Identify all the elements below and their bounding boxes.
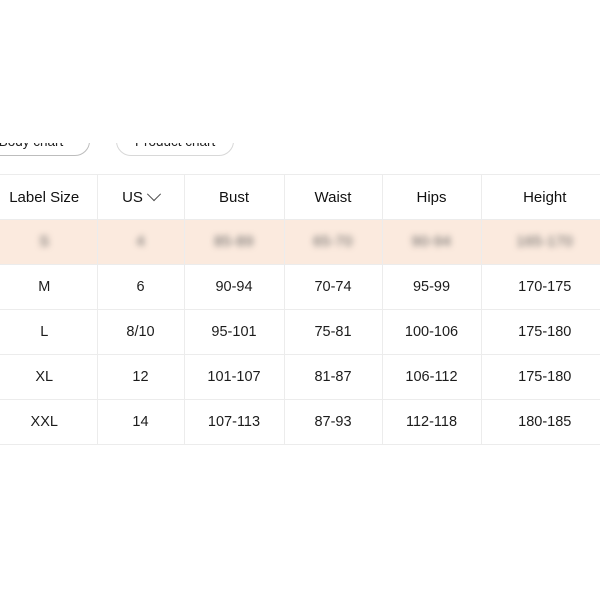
cell-value: 75-81 (314, 324, 352, 340)
cell-value: M (38, 279, 51, 295)
table-cell (184, 265, 284, 310)
cell-value: 6 (136, 279, 145, 295)
table-cell (0, 220, 97, 265)
table-cell (0, 310, 97, 355)
cell-value: 95-101 (211, 324, 257, 340)
cell-value: 106-112 (405, 369, 458, 385)
cell-value: L (40, 324, 49, 340)
table-cell (382, 265, 481, 310)
column-header-hips-text: Hips (416, 188, 447, 206)
cell-value: 90-94 (215, 279, 253, 295)
column-header-us-text: US (122, 188, 143, 206)
cell-value: 8/10 (126, 324, 155, 340)
cell-value: 12 (132, 369, 149, 385)
cell-value: 65-70 (313, 234, 353, 250)
table-cell (97, 310, 184, 355)
cell-value: 112-118 (405, 414, 458, 430)
column-header-waist (284, 175, 382, 220)
table-row[interactable] (0, 220, 600, 265)
size-chart-table (0, 174, 600, 445)
table-row[interactable] (0, 400, 600, 445)
table-body (0, 220, 600, 445)
column-header-waist-text: Waist (314, 188, 352, 206)
table-cell (284, 220, 382, 265)
table-cell (382, 310, 481, 355)
cell-value: 175-180 (518, 369, 572, 385)
table-cell (97, 265, 184, 310)
table-cell (97, 400, 184, 445)
table-row[interactable] (0, 355, 600, 400)
cell-value: XL (35, 369, 54, 385)
cell-value: 165-170 (516, 234, 574, 250)
table-cell (481, 310, 600, 355)
table-cell (382, 355, 481, 400)
cell-value: 90-94 (411, 234, 452, 250)
table-cell (184, 220, 284, 265)
column-header-us[interactable] (97, 175, 184, 220)
table-cell (184, 355, 284, 400)
table-cell (0, 355, 97, 400)
table-cell (481, 400, 600, 445)
table-cell (0, 265, 97, 310)
cell-value: 180-185 (518, 414, 572, 430)
table-cell (284, 310, 382, 355)
cell-value: 175-180 (518, 324, 572, 340)
table-cell (382, 220, 481, 265)
chevron-down-icon[interactable] (147, 187, 161, 201)
cell-value: S (39, 234, 50, 250)
cell-value: 107-113 (207, 414, 261, 430)
table-cell (97, 355, 184, 400)
table-header-row (0, 175, 600, 220)
cell-value: 85-89 (214, 234, 254, 250)
cell-value: 87-93 (314, 414, 352, 430)
cell-value: 170-175 (518, 279, 572, 295)
column-header-height (481, 175, 600, 220)
cell-value: XXL (30, 414, 58, 430)
column-header-bust-text: Bust (218, 188, 249, 206)
column-header-height-text: Height (523, 188, 567, 206)
cell-value: 14 (132, 414, 149, 430)
cell-value: 100-106 (404, 324, 459, 340)
column-header-bust (184, 175, 284, 220)
table-row[interactable] (0, 265, 600, 310)
table-cell (0, 400, 97, 445)
table-cell (481, 265, 600, 310)
cell-value: 81-87 (314, 369, 352, 385)
table-cell (284, 400, 382, 445)
table-cell (184, 400, 284, 445)
cell-value: 101-107 (207, 369, 261, 385)
table-cell (284, 355, 382, 400)
cell-value: 4 (136, 234, 145, 250)
table-cell (184, 310, 284, 355)
cell-value: 70-74 (314, 279, 352, 295)
column-header-hips (382, 175, 481, 220)
column-header-label-size-text: Label Size (9, 188, 80, 206)
table-cell (284, 265, 382, 310)
table-cell (97, 220, 184, 265)
table-cell (481, 220, 600, 265)
table-cell (481, 355, 600, 400)
column-header-label-size (0, 175, 97, 220)
table-cell (382, 400, 481, 445)
cell-value: 95-99 (412, 279, 451, 295)
table-header (0, 175, 600, 220)
viewport-top-clip (0, 0, 600, 143)
table-row[interactable] (0, 310, 600, 355)
